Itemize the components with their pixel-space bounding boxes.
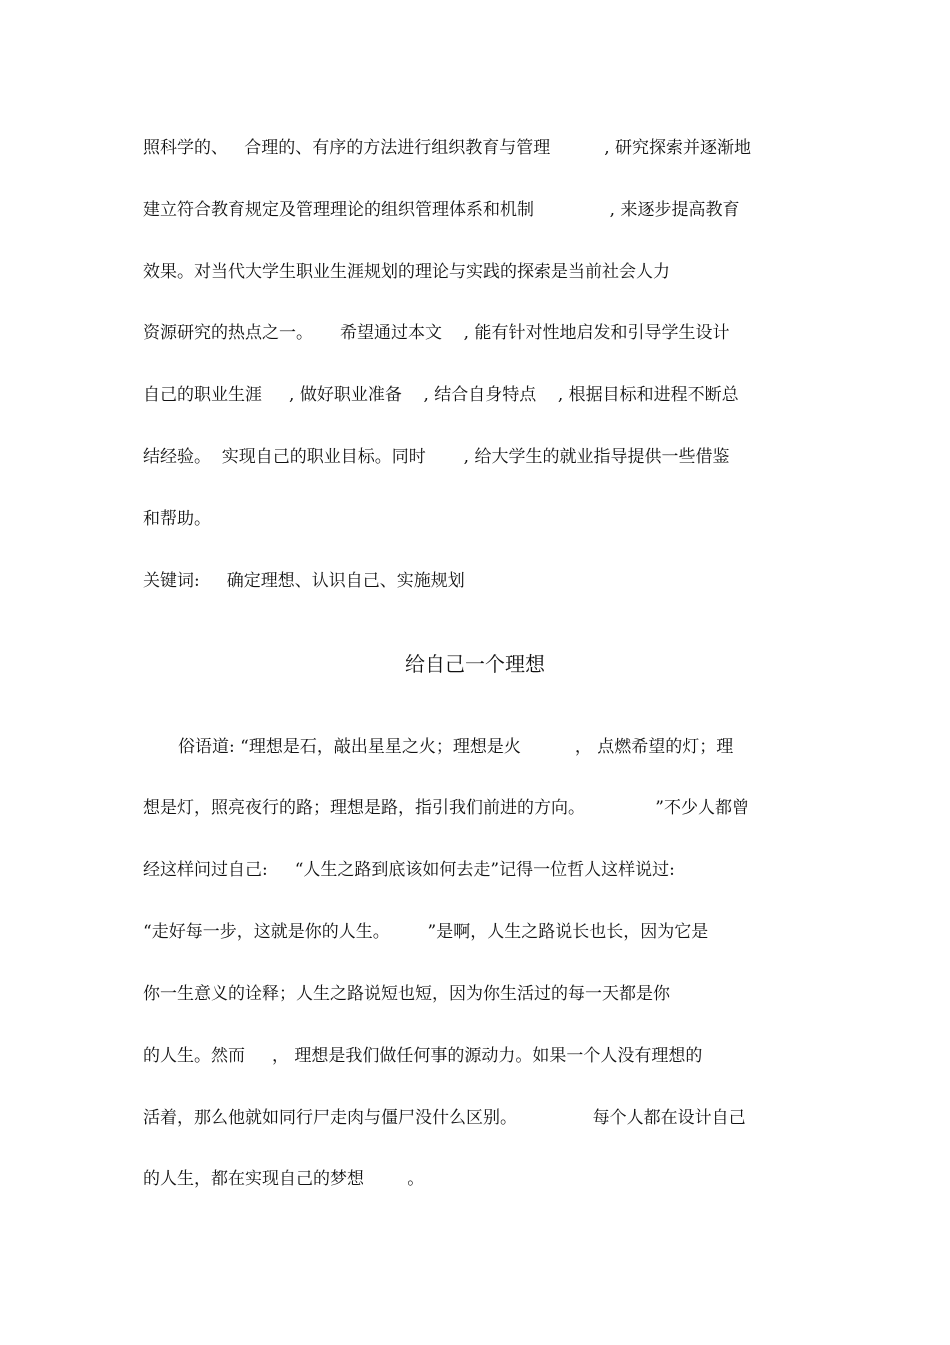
paragraph2-line-2: 想是灯，照亮夜行的路；理想是路，指引我们前进的方向。 ”不少人都曾: [143, 798, 749, 818]
keywords-line: 关键词: 确定理想、认识自己、实施规划: [143, 571, 465, 591]
paragraph2-line-5: 你一生意义的诠释；人生之路说短也短，因为你生活过的每一天都是你: [143, 984, 670, 1004]
paragraph1-line-4: 资源研究的热点之一。 希望通过本文 , 能有针对性地启发和引导学生设计: [143, 323, 730, 343]
paragraph2-line-4: “走好每一步，这就是你的人生。 ”是啊，人生之路说长也长，因为它是: [143, 922, 709, 942]
paragraph1-line-6: 结经验。 实现自己的职业目标。同时 , 给大学生的就业指导提供一些借鉴: [143, 447, 730, 467]
paragraph1-line-3: 效果。对当代大学生职业生涯规划的理论与实践的探索是当前社会人力: [143, 262, 670, 282]
paragraph2-line-6: 的人生。然而 ， 理想是我们做任何事的源动力。如果一个人没有理想的: [143, 1046, 703, 1066]
paragraph2-line-7: 活着，那么他就如同行尸走肉与僵尸没什么区别。 每个人都在设计自己: [143, 1108, 746, 1128]
section-title: 给自己一个理想: [405, 652, 545, 676]
paragraph2-line-1: 俗语道: “理想是石，敲出星星之火；理想是火 ， 点燃希望的灯；理: [178, 737, 734, 757]
paragraph1-line-1: 照科学的、 合理的、有序的方法进行组织教育与管理 , 研究探索并逐渐地: [143, 138, 752, 158]
paragraph1-line-2: 建立符合教育规定及管理理论的组织管理体系和机制 , 来逐步提高教育: [143, 200, 740, 220]
paragraph2-line-8: 的人生，都在实现自己的梦想 。: [143, 1169, 425, 1189]
paragraph1-line-7: 和帮助。: [143, 509, 211, 529]
paragraph2-line-3: 经这样问过自己: “人生之路到底该如何去走”记得一位哲人这样说过:: [143, 860, 675, 880]
paragraph1-line-5: 自己的职业生涯 , 做好职业准备 , 结合自身特点 , 根据目标和进程不断总: [143, 385, 739, 405]
